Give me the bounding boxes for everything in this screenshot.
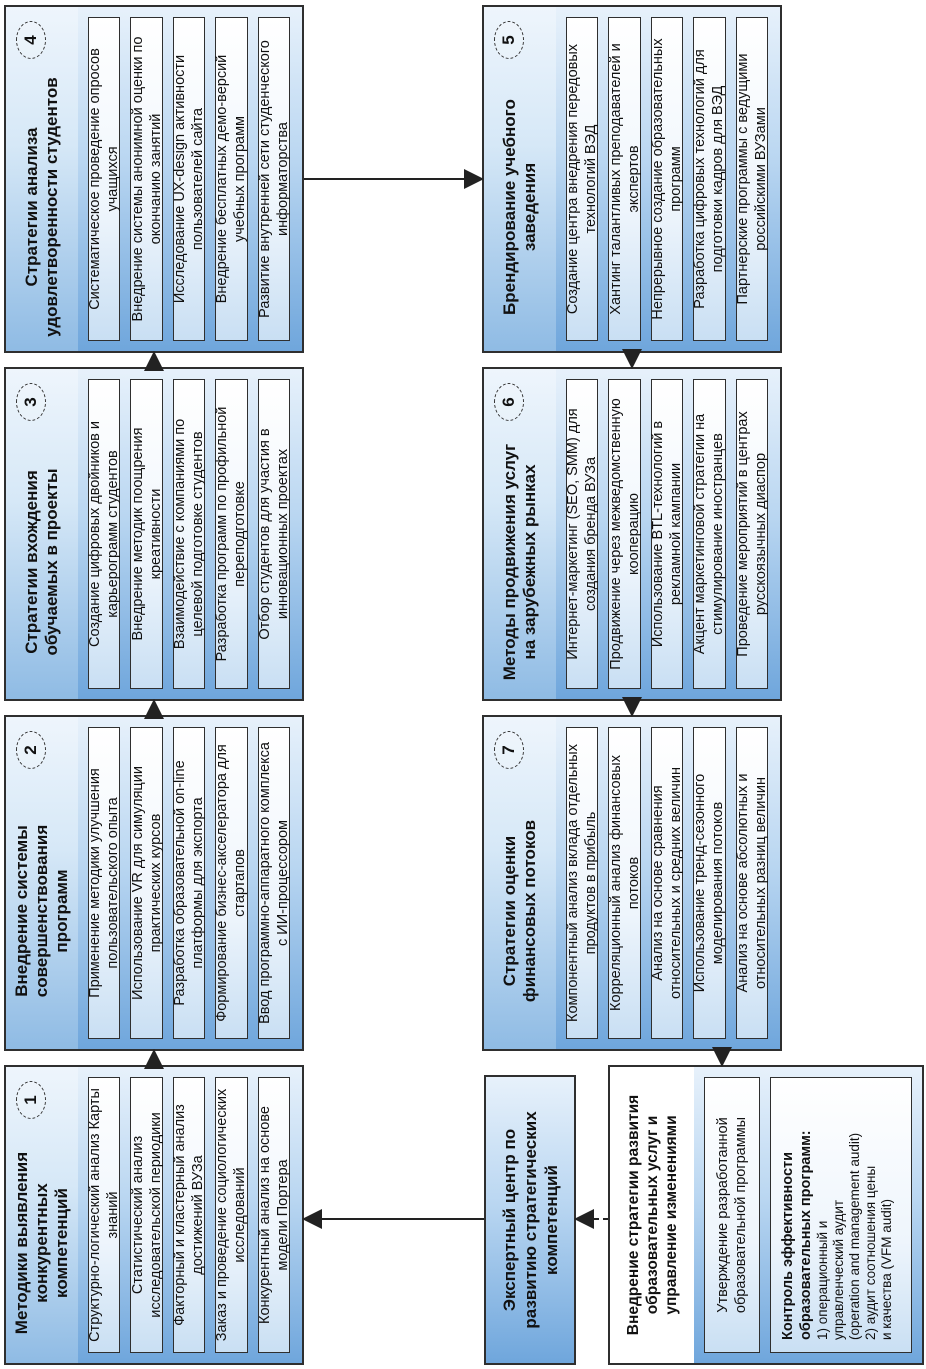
control-title: Контроль эффективности образовательных программ: xyxy=(780,1130,814,1340)
block-6-item-3: Использование BTL-технологий в рекламной кампании xyxy=(651,379,683,689)
block-2-item-4: Формирование бизнес-акселератора для стартапов xyxy=(215,727,247,1039)
block-2-item-5: Ввод программно-аппаратного комплекса с ИИ-процессором xyxy=(258,727,290,1039)
block-7-item-4: Использование тренд-сезонного моделирования потоков xyxy=(693,727,725,1039)
block-5-item-4: Разработка цифровых технологий для подготовки кадров для ВЭД xyxy=(693,17,725,341)
block-5-number-badge: 5 xyxy=(494,21,524,59)
block-3-number-badge: 3 xyxy=(16,383,46,421)
block-6-title: Методы продвижения услуг на зарубежных рынках xyxy=(500,443,539,681)
implementation-header: Внедрение стратегии развития образовательных услуг и управление изменениями xyxy=(624,1094,680,1336)
block-5-item-5: Партнерские программы с ведущими российскими ВУЗами xyxy=(736,17,768,341)
block-3-item-5: Отбор студентов для участия в инновационных проектах xyxy=(258,379,290,689)
control-line-4: 2) аудит соотношения цены xyxy=(863,1165,878,1340)
block-2-item-1: Применение методики улучшения пользовательского опыта xyxy=(88,727,120,1039)
block-3-title: Стратегии вхождения обучаемых в проекты xyxy=(22,468,61,656)
block-1-item-4: Заказ и проведение социологических исследований xyxy=(215,1077,247,1353)
block-5-item-2: Хантинг талантливых преподавателей и экспертов xyxy=(608,17,640,341)
block-3-item-2: Внедрение методик поощрения креативности xyxy=(130,379,162,689)
block-2-item-3: Разработка образовательной on-line платформы для экспорта xyxy=(173,727,205,1039)
block-5-item-3: Непрерывное создание образовательных программ xyxy=(651,17,683,341)
block-7-item-5: Анализ на основе абсолютных и относительных разниц величин xyxy=(736,727,768,1039)
block-5-title: Брендирование учебного заведения xyxy=(500,99,539,315)
block-1-title: Методики выявления конкурентных компетенций xyxy=(12,1151,71,1335)
block-7-item-3: Анализ на основе сравнения относительных и средних величин xyxy=(651,727,683,1039)
control-line-2: управленческий аудит xyxy=(831,1199,846,1340)
block-5-item-1: Создание центра внедрения передовых технологий ВЭД xyxy=(566,17,598,341)
block-1-item-3: Факторный и кластерный анализ достижений ВУЗа xyxy=(173,1077,205,1353)
block-6-number-badge: 6 xyxy=(494,383,524,421)
block-7-number-badge: 7 xyxy=(494,731,524,769)
block-1-item-2: Статистический анализ исследовательской периодики xyxy=(130,1077,162,1353)
block-4-number-badge: 4 xyxy=(16,21,46,59)
block-7-item-2: Корреляционный анализ финансовых потоков xyxy=(608,727,640,1039)
block-4-item-5: Развитие внутренней сети студенческого информаторства xyxy=(258,17,290,341)
block-2-number-badge: 2 xyxy=(16,731,46,769)
block-1-item-5: Конкурентный анализ на основе модели Портера xyxy=(258,1077,290,1353)
control-line-5: и качества (VFM audit) xyxy=(879,1199,894,1340)
approval-item: Утверждение разработанной образовательной программы xyxy=(704,1077,760,1353)
block-3-item-4: Разработка программ по профильной переподготовке xyxy=(215,379,247,689)
block-4-item-1: Систематическое проведение опросов учащихся xyxy=(88,17,120,341)
block-6-item-1: Интернет-маркетинг (SEO, SMM) для создания бренда ВУЗа xyxy=(566,379,598,689)
control-line-3: (operation and management audit) xyxy=(847,1132,862,1340)
block-2-title: Внедрение системы совершенствования программ xyxy=(12,824,71,998)
block-1-item-1: Структурно-логический анализ Карты знаний xyxy=(88,1077,120,1353)
block-7-title: Стратегии оценки финансовых потоков xyxy=(500,819,539,1003)
block-3-item-1: Создание цифровых двойников и карьерограмм студентов xyxy=(88,379,120,689)
block-6-item-2: Продвижение через межведомственную кооперацию xyxy=(608,379,640,689)
block-1-number-badge: 1 xyxy=(16,1081,46,1119)
block-3-item-3: Взаимодействие с компаниями по целевой подготовке студентов xyxy=(173,379,205,689)
block-6-item-5: Проведение мероприятий в центрах русскоязычных диаспор xyxy=(736,379,768,689)
block-7-item-1: Компонентный анализ вклада отдельных продуктов в прибыль xyxy=(566,727,598,1039)
block-6-item-4: Акцент маркетинговой стратегии на стимулирование иностранцев xyxy=(693,379,725,689)
expert-center-box: Экспертный центр по развитию стратегических компетенций xyxy=(484,1075,576,1365)
block-2-item-2: Использование VR для симуляции практических курсов xyxy=(130,727,162,1039)
control-line-1: 1) операционный и xyxy=(815,1220,830,1340)
block-4-item-3: Исследование UX-design активности пользователей сайта xyxy=(173,17,205,341)
block-4-item-2: Внедрение системы анонимной оценки по окончанию занятий xyxy=(130,17,162,341)
block-4-title: Стратегии анализа удовлетворенности студентов xyxy=(22,77,61,337)
block-4-item-4: Внедрение бесплатных демо-версий учебных программ xyxy=(215,17,247,341)
